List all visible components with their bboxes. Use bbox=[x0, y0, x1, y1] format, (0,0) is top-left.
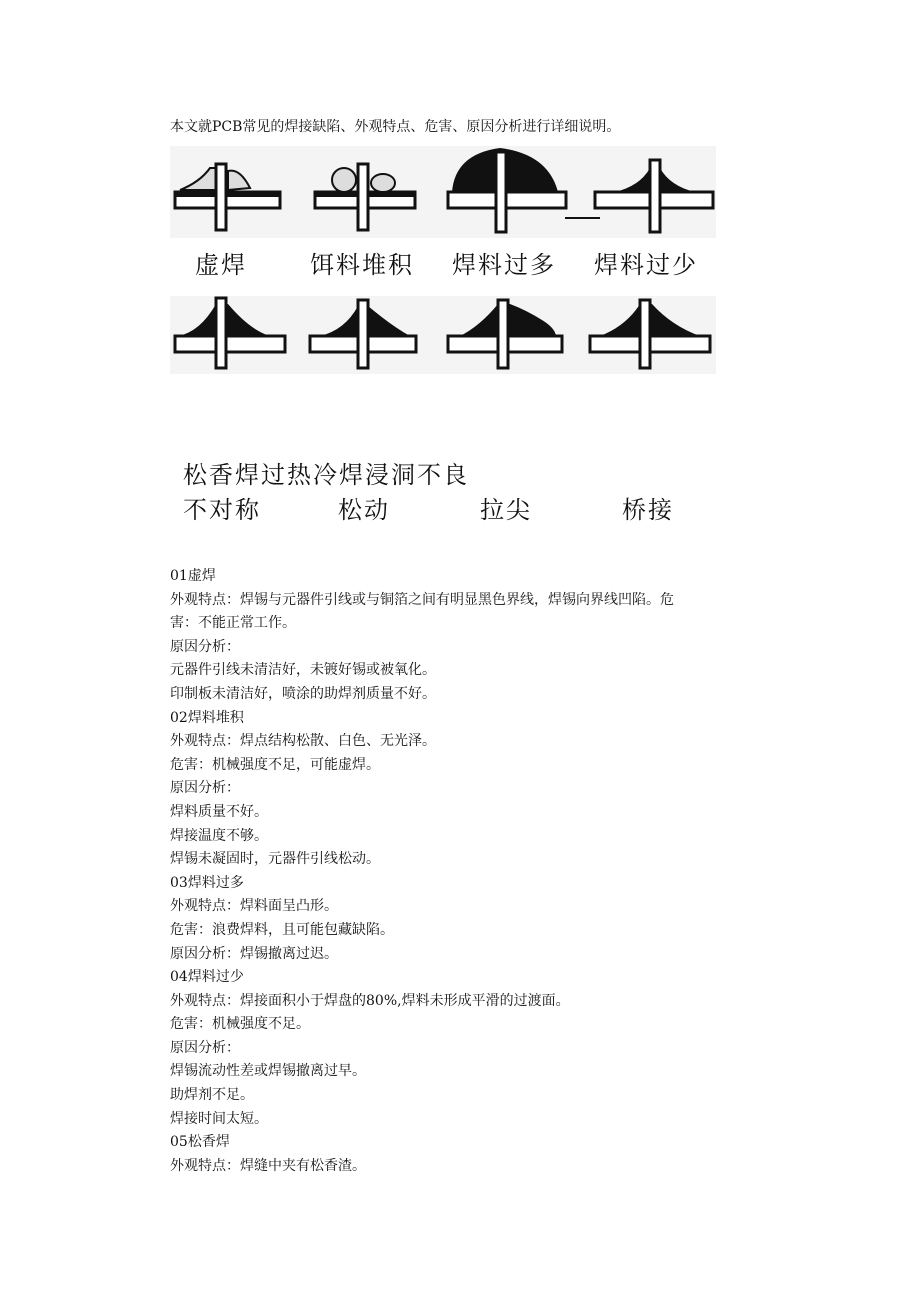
caption-insufficient-solder: 焊料过少 bbox=[594, 251, 698, 279]
figure-row-2 bbox=[170, 296, 716, 374]
caption-asymmetric: 不对称 bbox=[183, 496, 261, 524]
diagram-excess-solder bbox=[448, 148, 600, 232]
caption-excess-solder: 焊料过多 bbox=[452, 251, 556, 279]
defect-description-list bbox=[170, 565, 750, 1178]
text-line: 外观特点：焊料面呈凸形。 bbox=[170, 898, 338, 915]
intro-text: 本文就PCB常见的焊接缺陷、外观特点、危害、原因分析进行详细说明。 bbox=[170, 119, 621, 135]
section-heading: 01虚焊 bbox=[170, 568, 216, 584]
text-line: 焊锡未凝固时，元器件引线松动。 bbox=[170, 851, 380, 868]
diagram-poor-wetting bbox=[590, 300, 710, 368]
caption-loose: 松动 bbox=[338, 496, 390, 524]
text-line: 外观特点：焊缝中夹有松香渣。 bbox=[170, 1157, 366, 1174]
text-line: 原因分析： bbox=[170, 1039, 240, 1056]
section-heading: 04焊料过少 bbox=[170, 969, 244, 986]
text-line: 危害：机械强度不足。 bbox=[170, 1016, 310, 1033]
text-line: 焊料质量不好。 bbox=[170, 803, 268, 820]
caption-cold-solder: 虚焊 bbox=[195, 251, 247, 279]
text-line: 元器件引线未清洁好，未镀好锡或被氧化。 bbox=[170, 662, 436, 679]
text-line: 外观特点：焊锡与元器件引线或与铜箔之间有明显黑色界线，焊锡向界线凹陷。危 bbox=[170, 591, 674, 608]
text-line: 原因分析： bbox=[170, 780, 240, 797]
diagram-insufficient-solder bbox=[595, 160, 713, 232]
text-line: 危害：浪费焊料，且可能包藏缺陷。 bbox=[170, 921, 394, 938]
caption-bridging: 桥接 bbox=[622, 496, 674, 524]
text-line: 焊锡流动性差或焊锡撤离过早。 bbox=[170, 1063, 366, 1080]
diagram-cold-joint bbox=[448, 300, 562, 368]
caption-row2-line1: 松香焊过热冷焊浸洞不良 bbox=[183, 461, 469, 489]
text-line: 原因分析： bbox=[170, 638, 240, 655]
caption-solder-buildup: 饵料堆积 bbox=[310, 251, 414, 279]
caption-spike: 拉尖 bbox=[480, 496, 532, 524]
figure-row-1 bbox=[170, 146, 716, 238]
diagram-rosin-joint bbox=[175, 298, 285, 368]
text-line: 外观特点：焊点结构松散、白色、无光泽。 bbox=[170, 733, 436, 750]
text-line: 印制板未清洁好，喷涂的助焊剂质量不好。 bbox=[170, 685, 436, 702]
text-line: 助焊剂不足。 bbox=[170, 1087, 254, 1104]
diagram-overheat bbox=[310, 300, 416, 368]
text-line: 外观特点：焊接面积小于焊盘的80%,焊料未形成平滑的过渡面。 bbox=[170, 992, 570, 1009]
section-heading: 05松香焊 bbox=[170, 1134, 230, 1151]
diagram-cold-solder bbox=[175, 164, 280, 230]
text-line: 危害：机械强度不足，可能虚焊。 bbox=[170, 756, 380, 773]
text-line: 焊接时间太短。 bbox=[170, 1110, 268, 1127]
section-heading: 02焊料堆积 bbox=[170, 709, 244, 726]
text-line: 原因分析：焊锡撤离过迟。 bbox=[170, 945, 338, 962]
text-line: 害：不能正常工作。 bbox=[170, 615, 296, 632]
text-line: 焊接温度不够。 bbox=[170, 827, 268, 844]
section-heading: 03焊料过多 bbox=[170, 874, 244, 891]
diagram-solder-buildup bbox=[315, 164, 415, 230]
